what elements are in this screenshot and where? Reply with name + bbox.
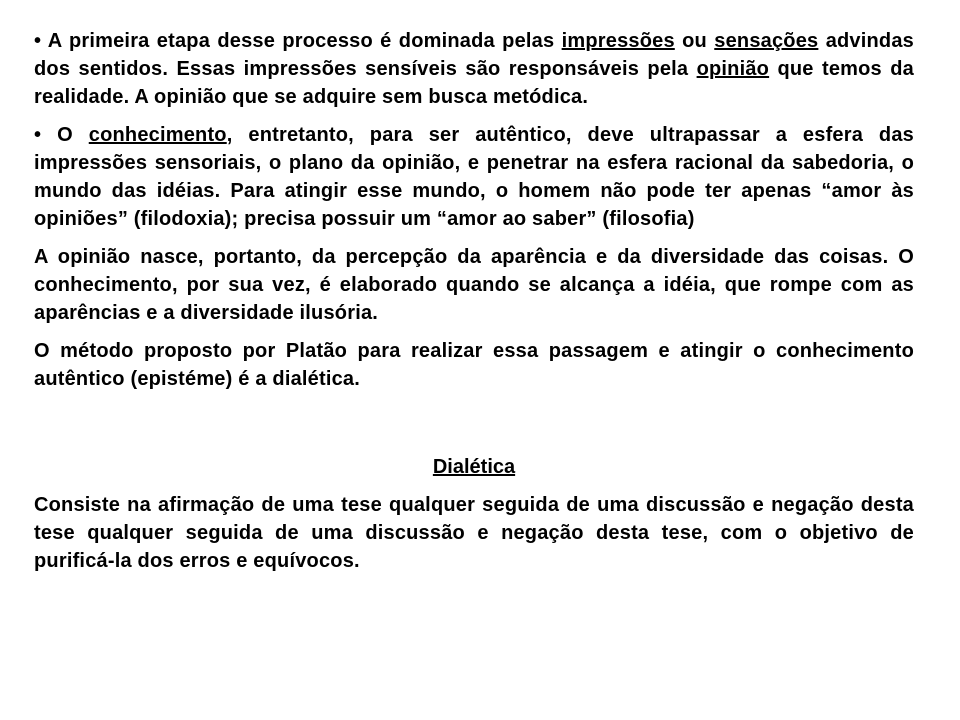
paragraph-method: O método proposto por Platão para realizar essa passagem e atingir o conhecimento autêntico (epistéme) é a dialética. — [34, 340, 914, 390]
bullet-paragraph-knowledge — [34, 121, 914, 233]
text-segment: ou — [682, 30, 707, 52]
bullet-mark: • — [34, 30, 42, 52]
paragraph-dialetica-definition: Consiste na afirmação de uma tese qualquer seguida de uma discussão e negação desta tese qualquer seguida de uma discussão e negação desta tese, com o objetivo de purificá-la dos erros e equívocos. — [34, 494, 914, 572]
underlined-term-impressoes: impressões — [561, 30, 675, 52]
bullet-mark: • — [34, 124, 42, 146]
text-segment: O — [57, 124, 73, 146]
underlined-term-opiniao: opinião — [696, 58, 770, 80]
bullet-paragraph-impressions — [34, 27, 914, 111]
text-segment: que temos da realidade. A opinião que se adquire sem busca metódica. — [34, 58, 914, 108]
paragraph-opinion-origin: A opinião nasce, portanto, da percepção da aparência e da diversidade das coisas. O conhecimento, por sua vez, é elaborado quando se alcança a idéia, que rompe com as aparências e a diversidade ilusória. — [34, 246, 914, 324]
text-segment: advindas dos sentidos. Essas impressões sensíveis são responsáveis pela — [34, 30, 914, 80]
underlined-term-sensacoes: sensações — [714, 30, 819, 52]
underlined-term-conhecimento: conhecimento — [88, 124, 227, 146]
section-heading-dialetica: Dialética — [432, 456, 516, 478]
text-segment: A primeira etapa desse processo é dominada pelas — [47, 30, 555, 52]
slide-content — [34, 27, 914, 575]
text-segment: , entretanto, para ser autêntico, deve ultrapassar a esfera das impressões sensoriais, o plano da opinião, e penetrar na esfera racional da sabedoria, o mundo das idéias. Para atingir esse mundo, o homem não pode ter apenas “amor às opiniões” (filodoxia); precisa possuir um “amor ao saber” (filosofia) — [34, 124, 914, 230]
